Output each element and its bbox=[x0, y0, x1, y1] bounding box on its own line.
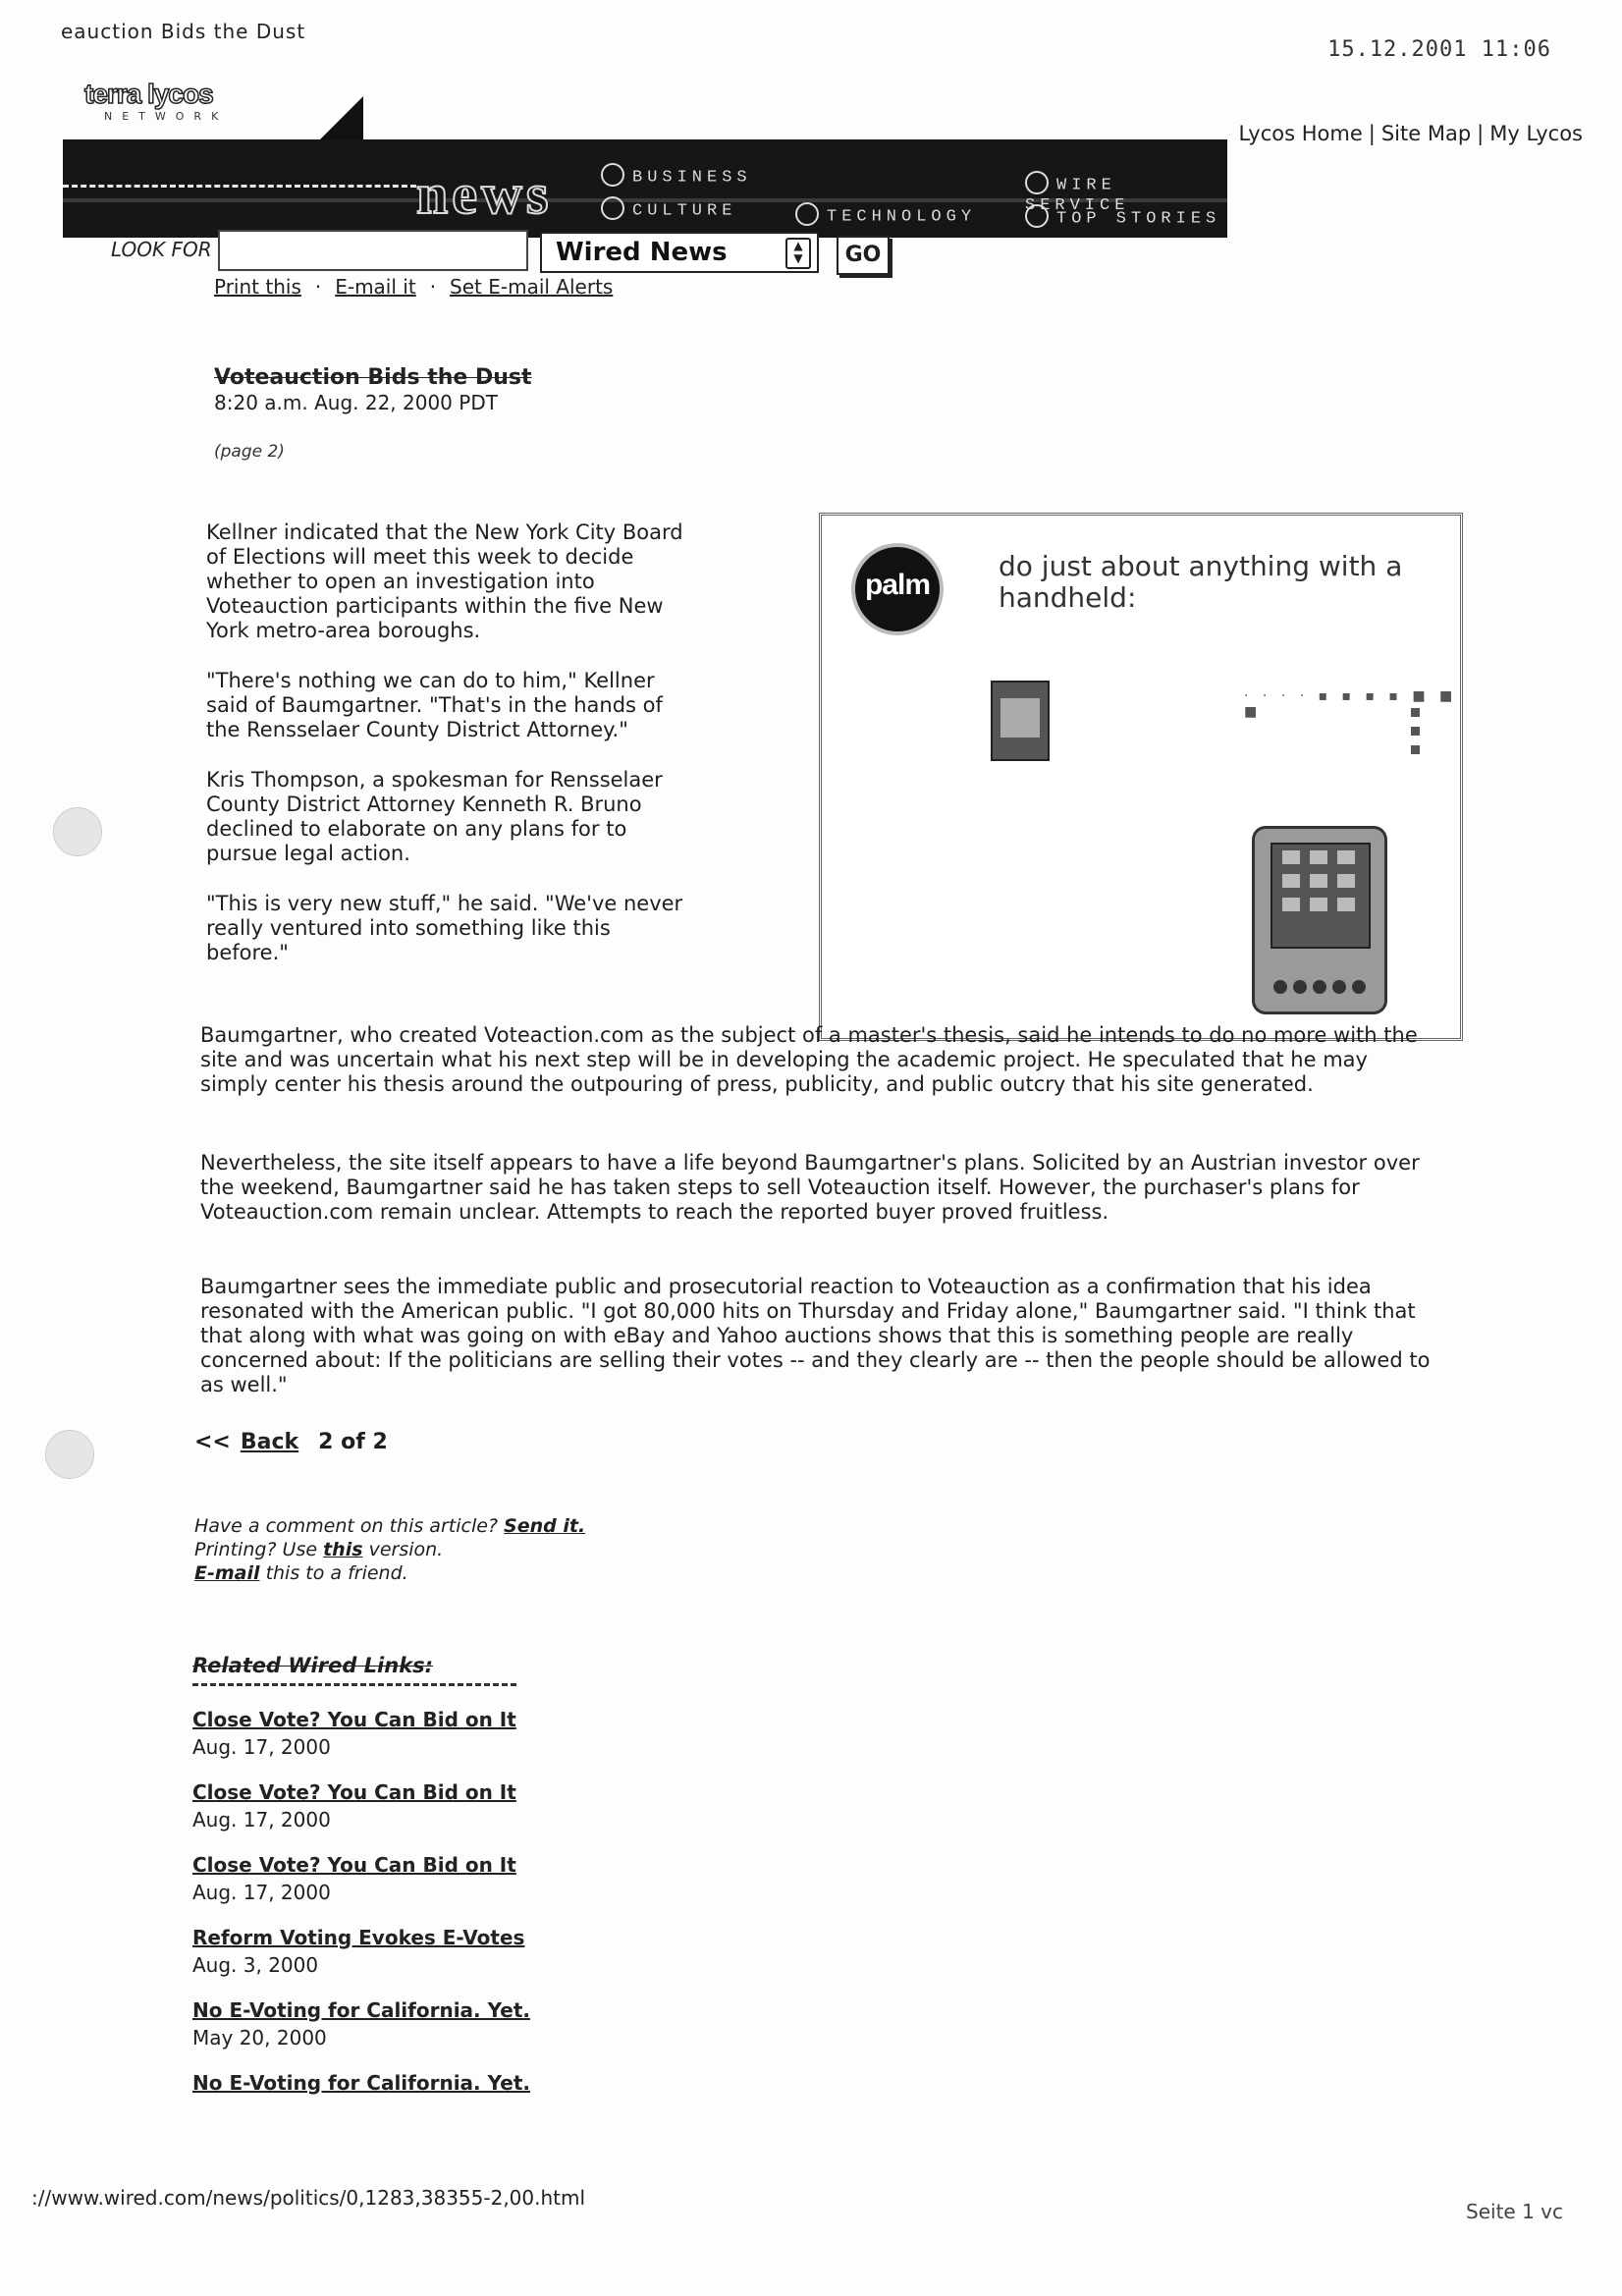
related-links bbox=[192, 1654, 530, 2099]
wire-service-icon bbox=[1025, 171, 1049, 194]
printing-text: Printing? Use bbox=[194, 1539, 318, 1560]
list-item bbox=[192, 2071, 530, 2095]
related-link[interactable]: Close Vote? You Can Bid on It bbox=[192, 1708, 516, 1731]
nav-item-technology[interactable] bbox=[795, 204, 976, 228]
related-link[interactable]: No E-Voting for California. Yet. bbox=[192, 1998, 530, 2022]
top-stories-icon bbox=[1025, 204, 1049, 228]
culture-icon bbox=[601, 196, 624, 220]
ad-vertical-dots bbox=[1411, 708, 1421, 764]
nav-item-label: BUSINESS bbox=[632, 168, 752, 188]
back-link[interactable]: Back bbox=[240, 1430, 299, 1454]
list-item bbox=[192, 1780, 530, 1831]
back-arrows-icon: << bbox=[194, 1430, 231, 1454]
paragraph: Kris Thompson, a spokesman for Rensselaer County District Attorney Kenneth R. Bruno declined to elaborate on any plans for to pursue legal action. bbox=[206, 768, 663, 865]
article-column bbox=[206, 520, 697, 991]
print-page-number: Seite 1 vc bbox=[1466, 2200, 1563, 2223]
printable-version-link[interactable]: this bbox=[323, 1539, 363, 1560]
nav-item-label: WIRE SERVICE bbox=[1025, 176, 1130, 215]
comment-block bbox=[194, 1514, 585, 1585]
logo-word: terra lycos bbox=[84, 79, 213, 109]
updown-arrow-icon: ▲ ▼ bbox=[785, 238, 811, 269]
related-link[interactable]: Close Vote? You Can Bid on It bbox=[192, 1780, 516, 1804]
nav-item-label: CULTURE bbox=[632, 201, 737, 221]
separator: | bbox=[1477, 122, 1485, 145]
nav-item-top-stories[interactable] bbox=[1025, 206, 1220, 230]
palm-logo bbox=[851, 543, 944, 635]
section-navbar bbox=[63, 139, 1227, 238]
version-text: version. bbox=[368, 1539, 444, 1560]
paragraph: Kellner indicated that the New York City Board of Elections will meet this week to decide whether to open an investigation into Voteauction participants within the five New York metro-area boroughs. bbox=[206, 520, 683, 642]
separator: | bbox=[1368, 122, 1376, 145]
go-button[interactable]: GO bbox=[837, 236, 890, 275]
handheld-device-icon bbox=[1252, 826, 1387, 1014]
article-date: 8:20 a.m. Aug. 22, 2000 PDT bbox=[214, 391, 498, 414]
email-it-link[interactable]: E-mail it bbox=[335, 275, 416, 299]
paragraph: Baumgartner sees the immediate public and prosecutorial reaction to Voteauction as a confirmation that his idea resonated with the American public. "I got 80,000 hits on Thursday and Friday alone," Baumgartner said. "I think that that along with what was going on with eBay and Yahoo auctions shows that this is something people are really concerned about: If the politicians are selling their votes -- and they clearly are -- then the people should be allowed to as well." bbox=[200, 1275, 1431, 1396]
palm-logo-text: palm bbox=[864, 569, 931, 601]
email-alerts-link[interactable]: Set E-mail Alerts bbox=[450, 275, 614, 299]
print-header-date: 15.12.2001 11:06 bbox=[1327, 37, 1551, 62]
related-link[interactable]: No E-Voting for California. Yet. bbox=[192, 2071, 530, 2095]
related-date: Aug. 3, 2000 bbox=[192, 1953, 319, 1977]
look-for-label: LOOK FOR bbox=[111, 238, 212, 261]
top-link-lycos-home[interactable]: Lycos Home bbox=[1238, 122, 1363, 145]
search-input[interactable] bbox=[218, 230, 528, 271]
related-date: Aug. 17, 2000 bbox=[192, 1808, 331, 1831]
memory-card-icon bbox=[991, 681, 1050, 761]
article-title: Voteauction Bids the Dust bbox=[214, 365, 532, 390]
ad-tagline: do just about anything with a handheld: bbox=[999, 550, 1403, 614]
related-date: Aug. 17, 2000 bbox=[192, 1881, 331, 1904]
top-link-my-lycos[interactable]: My Lycos bbox=[1489, 122, 1583, 145]
device-screen bbox=[1271, 843, 1371, 949]
send-it-link[interactable]: Send it. bbox=[504, 1515, 586, 1537]
list-item bbox=[192, 1708, 530, 1759]
related-date: Aug. 17, 2000 bbox=[192, 1735, 331, 1759]
top-links bbox=[1239, 122, 1583, 145]
separator: · bbox=[314, 275, 322, 299]
punch-hole bbox=[53, 807, 102, 856]
nav-item-business[interactable] bbox=[601, 165, 752, 189]
page-marker: (page 2) bbox=[214, 442, 285, 462]
palm-advertisement[interactable] bbox=[819, 513, 1463, 1041]
friend-text: this to a friend. bbox=[265, 1562, 408, 1584]
print-footer-url: ://www.wired.com/news/politics/0,1283,38355-2,00.html bbox=[31, 2186, 586, 2210]
business-icon bbox=[601, 163, 624, 187]
paragraph: "This is very new stuff," he said. "We've never really ventured into something like this before." bbox=[206, 892, 683, 964]
header-wedge-decoration bbox=[314, 96, 363, 145]
paragraph: Baumgartner, who created Voteaction.com as the subject of a master's thesis, said he intends to do no more with the site and was uncertain what his next step will be in developing the academic project. He speculated that he may simply center his thesis around the outpouring of press, publicity, and public outcry that his site generated. bbox=[200, 1023, 1418, 1096]
related-date: May 20, 2000 bbox=[192, 2026, 327, 2050]
page-count: 2 of 2 bbox=[318, 1430, 388, 1454]
nav-item-culture[interactable] bbox=[601, 198, 736, 222]
nav-item-label: TECHNOLOGY bbox=[827, 207, 977, 227]
top-link-site-map[interactable]: Site Map bbox=[1380, 122, 1472, 145]
terra-lycos-logo[interactable] bbox=[84, 79, 271, 130]
device-buttons bbox=[1263, 979, 1377, 998]
separator: · bbox=[429, 275, 437, 299]
related-link[interactable]: Close Vote? You Can Bid on It bbox=[192, 1853, 516, 1877]
list-item bbox=[192, 1853, 530, 1904]
related-link[interactable]: Reform Voting Evokes E-Votes bbox=[192, 1926, 525, 1949]
pager bbox=[194, 1430, 388, 1454]
news-brand[interactable]: news bbox=[416, 162, 553, 226]
site-select-value: Wired News bbox=[556, 238, 728, 267]
list-item bbox=[192, 1998, 530, 2050]
print-this-link[interactable]: Print this bbox=[214, 275, 301, 299]
comment-text: Have a comment on this article? bbox=[194, 1515, 498, 1537]
paragraph: "There's nothing we can do to him," Kellner said of Baumgartner. "That's in the hands of the Rensselaer County District Attorney." bbox=[206, 669, 663, 741]
paragraph: Nevertheless, the site itself appears to have a life beyond Baumgartner's plans. Solicited by an Austrian investor over the weekend, Baumgartner said he has taken steps to sell Voteauction itself. However, the purchaser's plans for Voteauction.com remain unclear. Attempts to reach the reported buyer proved fruitless. bbox=[200, 1151, 1420, 1224]
related-heading: Related Wired Links: bbox=[192, 1654, 516, 1686]
article-tools bbox=[214, 275, 613, 299]
list-item bbox=[192, 1926, 530, 1977]
site-select[interactable] bbox=[540, 232, 819, 273]
email-friend-link[interactable]: E-mail bbox=[194, 1562, 260, 1584]
print-header-title: eauction Bids the Dust bbox=[61, 20, 306, 43]
navbar-dashes bbox=[63, 185, 416, 188]
punch-hole bbox=[45, 1430, 94, 1479]
technology-icon bbox=[795, 202, 819, 226]
logo-subtitle: NETWORK bbox=[104, 110, 229, 123]
nav-item-label: TOP STORIES bbox=[1056, 209, 1221, 229]
ad-dots-decoration: · · · · ▪ ▪ ▪ ▪ ■ ■ ■ bbox=[1244, 688, 1458, 720]
